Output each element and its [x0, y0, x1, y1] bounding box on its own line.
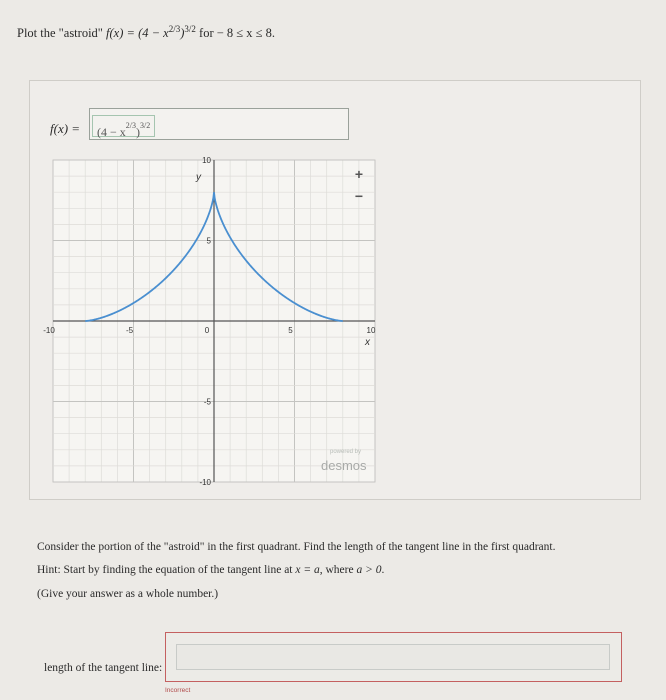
expression-content[interactable]: $(4 - x^{2/3})^{3/2}$: [92, 115, 155, 137]
question-inner-exponent: 2/3: [168, 24, 181, 34]
zoom-out-button[interactable]: −: [354, 188, 364, 204]
y-axis-label: y: [196, 172, 201, 183]
hint-prefix: Hint: Start by finding the equation of the tangent line at: [37, 564, 296, 576]
zoom-in-button[interactable]: +: [354, 166, 364, 182]
y-tick-label: 5: [206, 236, 211, 246]
x-tick-label: -10: [43, 326, 55, 335]
expression-inner-exponent: 2/3: [125, 121, 137, 130]
question-outer-exponent: 3/2: [184, 24, 196, 34]
x-tick-label: 0: [204, 326, 210, 335]
question-text: [17, 24, 275, 41]
answer-label: length of the tangent line:: [44, 662, 163, 674]
x-tick-label: 5: [288, 326, 293, 335]
hint-math: x = a: [295, 564, 320, 576]
expression-outer-exponent: 3/2: [140, 121, 151, 130]
question-close-paren: ): [180, 26, 185, 41]
expression-base: 4 − x: [101, 125, 126, 139]
graph-canvas[interactable]: [43, 156, 376, 487]
y-tick-label: 10: [202, 156, 211, 165]
consider-text: Consider the portion of the "astroid" in the first quadrant. Find the length of the tangent line in the first quadrant.: [37, 541, 556, 553]
x-tick-label: -5: [125, 326, 134, 335]
question-range: for − 8 ≤ x ≤ 8.: [195, 26, 276, 41]
hint-end: .: [381, 564, 385, 576]
desmos-logo[interactable]: desmos: [321, 458, 367, 473]
hint-condition: a > 0: [356, 564, 382, 576]
y-tick-label: -10: [199, 478, 211, 487]
x-axis-label: x: [365, 337, 370, 348]
answer-input[interactable]: [176, 644, 610, 670]
answer-note: (Give your answer as a whole number.): [37, 588, 219, 600]
question-function: f(x) = (4 − x: [106, 26, 169, 41]
hint-mid: , where: [319, 564, 357, 576]
expression-label: f(x) =: [50, 121, 81, 136]
x-tick-label: 10: [366, 326, 376, 335]
question-prefix: Plot the "astroid": [17, 26, 107, 41]
hint-text: [37, 564, 384, 576]
y-tick-label: -5: [203, 397, 211, 407]
powered-by-text: powered by: [330, 449, 362, 455]
answer-status: Incorrect: [165, 687, 191, 694]
